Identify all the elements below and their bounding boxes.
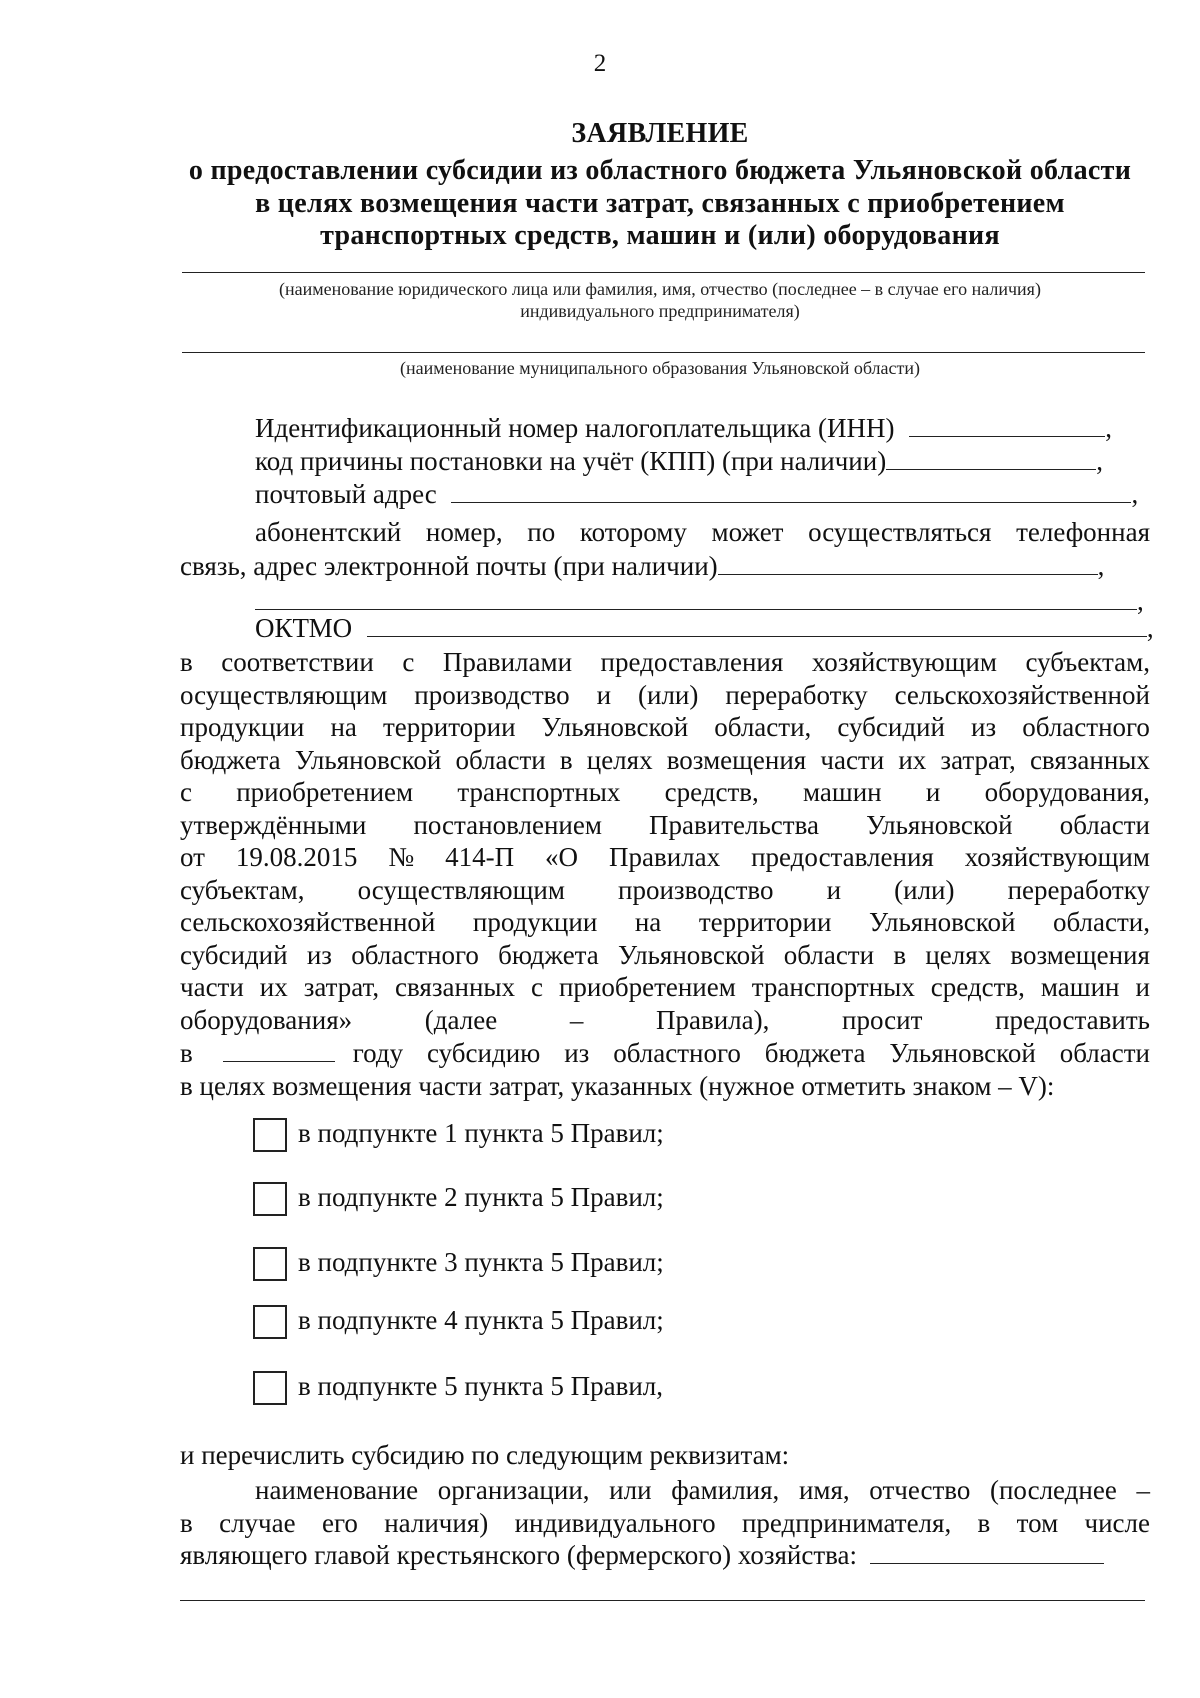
body-word: «О bbox=[545, 842, 579, 872]
body-word: транспортных bbox=[751, 972, 915, 1002]
body-word: субсидий bbox=[837, 712, 945, 742]
checkbox-subpoint-5[interactable] bbox=[253, 1371, 287, 1405]
postal-comma: , bbox=[1131, 479, 1139, 509]
document-title: ЗАЯВЛЕНИЕ bbox=[571, 118, 749, 149]
body-word: целях bbox=[925, 940, 992, 970]
body-word: области, bbox=[714, 712, 812, 742]
body-word: бюджета bbox=[180, 745, 281, 775]
kpp-comma: , bbox=[1096, 446, 1103, 476]
inn-field[interactable] bbox=[909, 414, 1105, 437]
postal-address-field[interactable] bbox=[451, 480, 1131, 503]
kpp-label: код причины постановки на учёт (КПП) (при наличии) bbox=[255, 446, 887, 476]
phone-label-2: связь, адрес электронной почты (при наличии) bbox=[180, 551, 718, 581]
body-word: осуществляющим bbox=[180, 680, 388, 710]
body-word: Ульяновской bbox=[618, 940, 765, 970]
body-word: приобретением bbox=[558, 972, 736, 1002]
body-word: предоставить bbox=[995, 1005, 1150, 1035]
requisites-line-2: в случае его наличия) индивидуального предпринимателя, в том числе bbox=[180, 1508, 1150, 1538]
body-word: субсидий bbox=[180, 940, 288, 970]
checkbox-subpoint-4[interactable] bbox=[253, 1305, 287, 1339]
body-word: утверждёнными bbox=[180, 810, 367, 840]
applicant-caption-1: (наименование юридического лица или фамилия, имя, отчество (последнее – в случае его наличия) bbox=[279, 279, 1041, 299]
body-word: территории bbox=[698, 907, 832, 937]
body-word: из bbox=[971, 712, 997, 742]
body-word: возмещения bbox=[666, 745, 807, 775]
phone-row bbox=[180, 551, 1104, 582]
page-number: 2 bbox=[593, 50, 607, 77]
oktmo-label: ОКТМО bbox=[255, 613, 353, 643]
body-word: в bbox=[893, 940, 907, 970]
body-word: территории bbox=[383, 712, 516, 742]
body-word: – bbox=[569, 1005, 584, 1035]
checkbox-label-2: в подпункте 2 пункта 5 Правил; bbox=[298, 1182, 664, 1212]
year-suffix: году субсидию из областного бюджета Ульяновской области bbox=[352, 1038, 1150, 1068]
body-word: сельскохозяйственной bbox=[894, 680, 1150, 710]
body-word: с bbox=[180, 777, 192, 807]
checkbox-label-3: в подпункте 3 пункта 5 Правил; bbox=[298, 1247, 664, 1277]
body-word: и bbox=[826, 875, 842, 905]
body-word: из bbox=[306, 940, 332, 970]
body-word: предоставления bbox=[600, 647, 784, 677]
body-word: Ульяновской bbox=[294, 745, 442, 775]
body-word: областного bbox=[1022, 712, 1150, 742]
body-word: Правилах bbox=[608, 842, 721, 872]
year-field[interactable] bbox=[223, 1039, 335, 1062]
body-word: оборудования» bbox=[180, 1005, 353, 1035]
phone-comma: , bbox=[1097, 551, 1105, 581]
checkbox-subpoint-3[interactable] bbox=[253, 1247, 287, 1281]
farm-name-field[interactable] bbox=[870, 1541, 1104, 1564]
body-line bbox=[180, 745, 1150, 776]
body-word: производство bbox=[618, 875, 774, 905]
year-row bbox=[180, 1038, 1150, 1069]
body-word: (далее bbox=[424, 1005, 498, 1035]
body-line bbox=[180, 1005, 1150, 1036]
body-word: субъектам, bbox=[1025, 647, 1150, 677]
body-word: области bbox=[783, 940, 875, 970]
body-word: переработку bbox=[1007, 875, 1150, 905]
oktmo-row bbox=[255, 613, 1154, 644]
body-word: осуществляющим bbox=[357, 875, 565, 905]
title-line-2: о предоставлении субсидии из областного бюджета Ульяновской области bbox=[188, 155, 1132, 186]
postal-label: почтовый адрес bbox=[255, 479, 437, 509]
body-word: транспортных bbox=[457, 777, 621, 807]
phone-email-field[interactable] bbox=[718, 552, 1098, 575]
year-prefix: в bbox=[180, 1038, 193, 1068]
postal-row bbox=[255, 479, 1138, 510]
body-word: производство bbox=[414, 680, 570, 710]
body-line bbox=[180, 777, 1150, 808]
body-word: Правилами bbox=[442, 647, 573, 677]
body-word: связанных bbox=[1029, 745, 1150, 775]
body-word: оборудования, bbox=[984, 777, 1150, 807]
body-word: и bbox=[925, 777, 941, 807]
body-word: и bbox=[596, 680, 612, 710]
requisites-line-3: являющего главой крестьянского (фермерского) хозяйства: bbox=[180, 1540, 858, 1570]
body-word: в bbox=[559, 745, 573, 775]
body-word: с bbox=[531, 972, 543, 1002]
body-word: хозяйствующим bbox=[811, 647, 997, 677]
oktmo-comma: , bbox=[1146, 613, 1154, 643]
body-word: области, bbox=[1052, 907, 1150, 937]
body-word: (или) bbox=[894, 875, 955, 905]
body-line bbox=[180, 907, 1150, 938]
body-word: областного bbox=[351, 940, 479, 970]
body-word: и bbox=[1135, 972, 1150, 1002]
body-word: Ульяновской bbox=[541, 712, 689, 742]
body-word: затрат, bbox=[303, 972, 380, 1002]
checkbox-subpoint-1[interactable] bbox=[253, 1118, 287, 1152]
body-word: машин bbox=[1040, 972, 1120, 1002]
body-word: Правила), bbox=[656, 1005, 770, 1035]
kpp-field[interactable] bbox=[886, 447, 1096, 470]
applicant-name-field[interactable] bbox=[182, 272, 1145, 273]
body-word: на bbox=[634, 907, 662, 937]
body-word: возмещения bbox=[1010, 940, 1150, 970]
body-word: части bbox=[820, 745, 885, 775]
body-line bbox=[180, 875, 1150, 906]
checkbox-subpoint-2[interactable] bbox=[253, 1182, 287, 1216]
applicant-caption-2: индивидуального предпринимателя) bbox=[520, 301, 800, 321]
checkbox-label-4: в подпункте 4 пункта 5 Правил; bbox=[298, 1305, 664, 1335]
body-line bbox=[180, 940, 1150, 971]
body-word: соответствии bbox=[221, 647, 374, 677]
body-word: Ульяновской bbox=[866, 810, 1013, 840]
body-word: части bbox=[180, 972, 244, 1002]
body-line bbox=[180, 972, 1150, 1003]
municipality-field[interactable] bbox=[182, 352, 1145, 353]
body-word: сельскохозяйственной bbox=[180, 907, 436, 937]
body-word: средств, bbox=[664, 777, 759, 807]
body-word: связанных bbox=[395, 972, 516, 1002]
body-line bbox=[180, 810, 1150, 841]
inn-comma: , bbox=[1105, 413, 1112, 443]
oktmo-field[interactable] bbox=[367, 614, 1147, 637]
body-word: Ульяновской bbox=[868, 907, 1016, 937]
body-word: переработку bbox=[725, 680, 868, 710]
body-word: субъектам, bbox=[180, 875, 305, 905]
kpp-row bbox=[255, 446, 1103, 477]
body-line bbox=[180, 712, 1150, 743]
body-line bbox=[180, 680, 1150, 711]
body-word: машин bbox=[803, 777, 882, 807]
requisites-intro: и перечислить субсидию по следующим реквизитам: bbox=[180, 1440, 790, 1470]
mark-instruction: в целях возмещения части затрат, указанных (нужное отметить знаком – V): bbox=[180, 1071, 1055, 1101]
body-word: от bbox=[180, 842, 205, 872]
body-word: постановлением bbox=[413, 810, 602, 840]
body-word: области bbox=[1059, 810, 1150, 840]
body-word: 414-П bbox=[445, 842, 515, 872]
inn-label: Идентификационный номер налогоплательщика (ИНН) bbox=[255, 413, 895, 443]
title-line-3: в целях возмещения части затрат, связанных с приобретением bbox=[255, 188, 1065, 219]
body-word: области bbox=[455, 745, 546, 775]
body-word: целях bbox=[586, 745, 653, 775]
requisites-line-1: наименование организации, или фамилия, имя, отчество (последнее – bbox=[255, 1475, 1150, 1505]
title-line-4: транспортных средств, машин и (или) оборудования bbox=[320, 220, 1000, 251]
body-word: затрат, bbox=[940, 745, 1016, 775]
body-word: хозяйствующим bbox=[964, 842, 1150, 872]
body-word: их bbox=[259, 972, 288, 1002]
phone-label-1: абонентский номер, по которому может осуществляться телефонная bbox=[255, 517, 1150, 547]
body-word: Правительства bbox=[649, 810, 819, 840]
requisites-row bbox=[180, 1540, 1104, 1571]
checkbox-label-1: в подпункте 1 пункта 5 Правил; bbox=[298, 1118, 664, 1148]
body-word: средств, bbox=[930, 972, 1025, 1002]
body-word: их bbox=[898, 745, 927, 775]
body-word: в bbox=[180, 647, 193, 677]
inn-row bbox=[255, 413, 1112, 444]
blank-comma: , bbox=[1137, 586, 1144, 616]
body-word: на bbox=[330, 712, 357, 742]
checkbox-label-5: в подпункте 5 пункта 5 Правил, bbox=[298, 1371, 664, 1401]
body-word: с bbox=[402, 647, 415, 677]
body-line bbox=[180, 842, 1150, 873]
farm-name-field-continued[interactable] bbox=[180, 1600, 1145, 1601]
municipality-caption: (наименование муниципального образования Ульяновской области) bbox=[399, 358, 920, 378]
body-word: 19.08.2015 bbox=[235, 842, 358, 872]
body-word: продукции bbox=[472, 907, 598, 937]
body-word: просит bbox=[842, 1005, 923, 1035]
body-word: (или) bbox=[638, 680, 699, 710]
body-word: бюджета bbox=[498, 940, 599, 970]
body-word: № bbox=[388, 842, 415, 872]
body-word: предоставления bbox=[751, 842, 934, 872]
body-word: продукции bbox=[180, 712, 305, 742]
body-word: приобретением bbox=[236, 777, 414, 807]
phone-email-field-continued[interactable] bbox=[255, 587, 1137, 610]
body-line bbox=[180, 647, 1150, 678]
